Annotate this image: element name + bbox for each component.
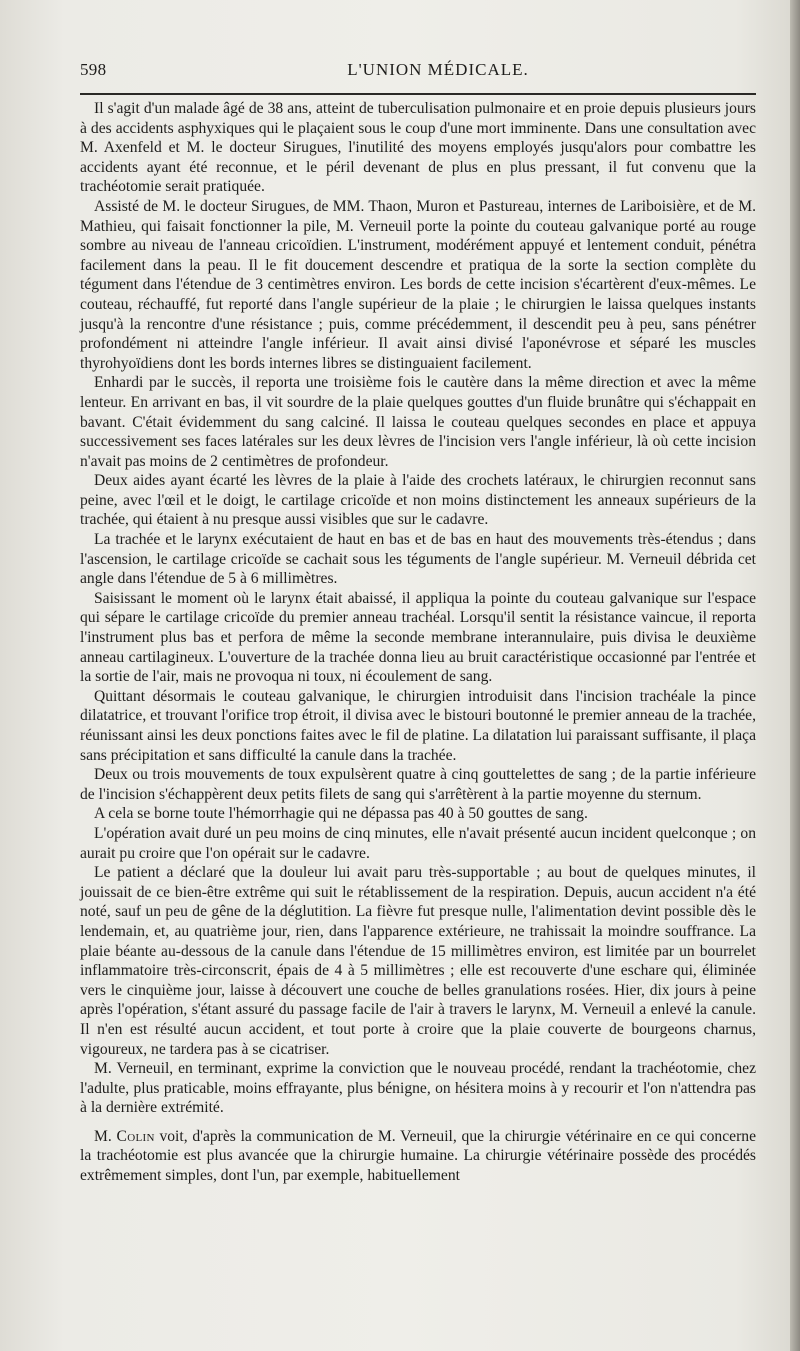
section-separator <box>80 1118 756 1127</box>
book-spine-shadow <box>790 0 800 1351</box>
page-number: 598 <box>80 60 107 79</box>
paragraph: La trachée et le larynx exécutaient de haut en bas et de bas en haut des mouvements très-étendus ; dans l'ascension, le cartilage cricoïde se cachait sous les téguments de l'angle supérieur. M. Verneuil débrida cet angle dans l'étendue de 5 à 6 millimètres. <box>80 531 756 588</box>
paragraph: Deux aides ayant écarté les lèvres de la plaie à l'aide des crochets latéraux, le chirurgien reconnut sans peine, avec l'œil et le doigt, le cartilage cricoïde et non moins distinctement les anneaux supérieurs de la trachée, qui étaient à nu presque aussi visibles que sur le cadavre. <box>80 472 756 529</box>
paragraph: M. Verneuil, en terminant, exprime la conviction que le nouveau procédé, rendant la trachéotomie, chez l'adulte, plus praticable, moins effrayante, plus bénigne, on hésitera moins à y recourir et l'on n'attendra pas à la dernière extrémité. <box>80 1060 756 1117</box>
paragraph: Assisté de M. le docteur Sirugues, de MM. Thaon, Muron et Pastureau, internes de Lariboisière, et de M. Mathieu, qui faisait fonctionner la pile, M. Verneuil porte la pointe du couteau galvanique porté au rouge sombre au niveau de l'anneau cricoïdien. L'instrument, modérément appuyé et lentement conduit, pénétra facilement dans la peau. Il le fit doucement descendre et pratiqua de la sorte la section complète du tégument dans l'étendue de 3 centimètres environ. Les bords de cette incision s'écartèrent d'eux-mêmes. Le couteau, réchauffé, fut reporté dans l'angle supérieur de la plaie ; le chirurgien le laissa quelques instants jusqu'à la rencontre d'une résistance ; puis, comme précédemment, il descendit peu à peu, sans pénétrer profondément ni atteindre l'angle inférieur. Il avait ainsi divisé l'aponévrose et séparé les muscles thyrohyoïdiens dont les bords internes libres se distinguaient facilement. <box>80 197 756 372</box>
closing-paragraph <box>80 1127 756 1186</box>
speaker-name: Colin <box>116 1127 155 1145</box>
paragraph: Il s'agit d'un malade âgé de 38 ans, atteint de tuberculisation pulmonaire et en proie depuis plusieurs jours à des accidents asphyxiques qui le plaçaient sous le coup d'une mort imminente. Dans une consultation avec M. Axenfeld et M. le docteur Sirugues, l'inutilité des moyens employés jusqu'alors pour combattre les accidents ayant été reconnue, et le péril devenant de plus en plus pressant, il fut convenu que la trachéotomie serait pratiquée. <box>80 100 756 196</box>
paragraph: L'opération avait duré un peu moins de cinq minutes, elle n'avait présenté aucun incident quelconque ; on aurait pu croire que l'on opérait sur le cadavre. <box>80 824 756 862</box>
page-header <box>80 58 756 92</box>
running-title: L'UNION MÉDICALE. <box>347 60 529 79</box>
paragraph: Deux ou trois mouvements de toux expulsèrent quatre à cinq gouttelettes de sang ; de la partie inférieure de l'incision s'échappèrent deux petits filets de sang qui s'arrêtèrent à la partie moyenne du sternum. <box>80 766 756 803</box>
closing-text: voit, d'après la communication de M. Verneuil, que la chirurgie vétérinaire en ce qui concerne la trachéotomie est plus avancée que la chirurgie humaine. La chirurgie vétérinaire possède des procédés extrêmement simples, dont l'un, par exemple, habituellement <box>80 1127 756 1185</box>
paragraph: Enhardi par le succès, il reporta une troisième fois le cautère dans la même direction et avec la même lenteur. En arrivant en bas, il vit sourdre de la plaie quelques gouttes d'un fluide brunâtre qui s'échappait en bavant. C'était évidemment du sang calciné. Il laissa le couteau quelques secondes en place et appuya successivement ses faces latérales sur les deux lèvres de l'incision vers l'angle inférieur, là où cette incision n'avait pas moins de 2 centimètres de profondeur. <box>80 374 756 470</box>
header-rule <box>80 93 756 95</box>
paragraph: Le patient a déclaré que la douleur lui avait paru très-supportable ; au bout de quelques minutes, il jouissait de ce bien-être extrême qui suit le rétablissement de la respiration. Depuis, aucun accident n'a été noté, sauf un peu de gêne de la déglutition. La fièvre fut presque nulle, l'alimentation devint possible dès le lendemain, et, au quatrième jour, rien, dans l'apparence extérieure, ne trahissait la moindre souffrance. La plaie béante au-dessous de la canule dans l'étendue de 15 millimètres environ, est limitée par un bourrelet inflammatoire très-circonscrit, épais de 4 à 5 millimètres ; elle est recouverte d'une eschare qui, éliminée vers le cinquième jour, laisse à découvert une couche de belles granulations rosées. Hier, dix jours à peine après l'opération, s'étant assuré du passage facile de l'air à travers le larynx, M. Verneuil a enlevé la canule. Il n'en est résulté aucun accident, et tout porte à croire que la plaie couverte de bourgeons charnus, vigoureux, ne tardera pas à se cicatriser. <box>80 864 756 1058</box>
paragraph: Quittant désormais le couteau galvanique, le chirurgien introduisit dans l'incision trachéale la pince dilatatrice, et trouvant l'orifice trop étroit, il divisa avec le bistouri boutonné le premier anneau de la trachée, réunissant ainsi les deux ponctions faites avec le fil de platine. La dilatation lui paraissant suffisante, il plaça sans précipitation et sans difficulté la canule dans la trachée. <box>80 687 756 764</box>
paragraph: A cela se borne toute l'hémorrhagie qui ne dépassa pas 40 à 50 gouttes de sang. <box>94 805 588 823</box>
article-body <box>80 99 756 1186</box>
paragraph: Saisissant le moment où le larynx était abaissé, il appliqua la pointe du couteau galvanique sur l'espace qui sépare le cartilage cricoïde du premier anneau trachéal. Lorsqu'il sentit la résistance vaincue, il reporta l'instrument plus bas et perfora de même la seconde membrane interannulaire, puis divisa le deuxième anneau cartilagineux. L'ouverture de la trachée donna lieu au bruit caractéristique occasionné par l'entrée et la sortie de l'air, mais ne provoqua ni toux, ni écoulement de sang. <box>80 589 756 686</box>
speaker-prefix: M. <box>94 1127 117 1145</box>
